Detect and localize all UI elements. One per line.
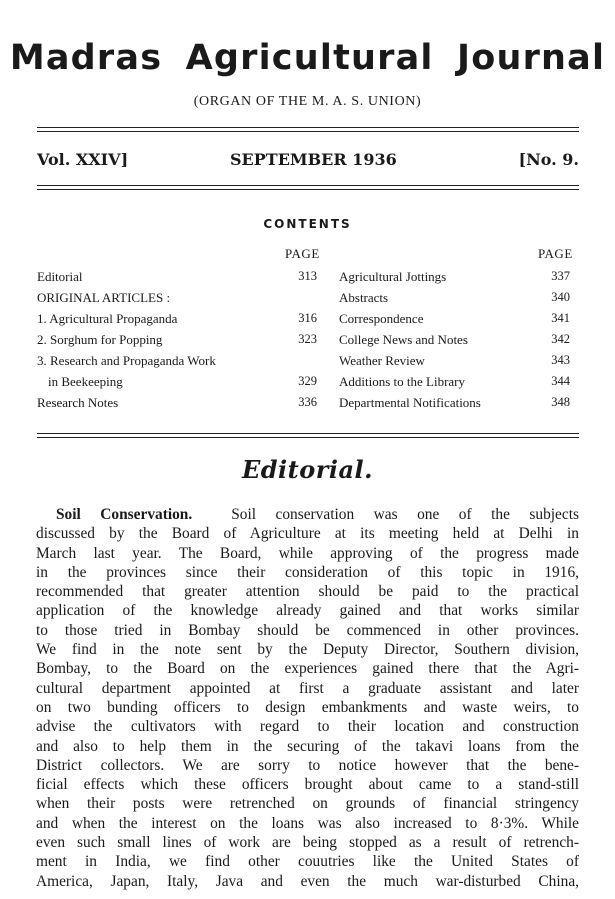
- toc-page-number: 342: [551, 332, 570, 346]
- toc-entry: Additions to the Library: [339, 374, 466, 389]
- toc-page-number: 348: [551, 395, 570, 409]
- toc-page-number: 313: [298, 269, 317, 283]
- body-line: America, Japan, Italy, Java and even the much war-disturbed China,: [36, 872, 579, 890]
- body-line: Bombay, to the Board on the experiences gained there that the Agri-: [36, 660, 579, 678]
- divider: [37, 433, 579, 434]
- editorial-body: [36, 505, 579, 891]
- journal-subtitle: (ORGAN OF THE M. A. S. UNION): [193, 94, 422, 109]
- contents-right-pages: [540, 266, 570, 413]
- toc-page-number: 341: [551, 311, 570, 325]
- body-line: District collectors. We are sorry to notice however that the bene-: [36, 756, 579, 774]
- toc-page-number: 344: [551, 374, 570, 388]
- issue-line: [37, 150, 579, 172]
- editorial-heading: Editorial.: [241, 455, 374, 484]
- toc-entry: Departmental Notifications: [339, 395, 481, 410]
- toc-page-number: 340: [551, 290, 570, 304]
- toc-entry: College News and Notes: [339, 332, 468, 347]
- issue-number: [No. 9.: [518, 150, 579, 169]
- toc-entry: in Beekeeping: [48, 374, 123, 389]
- body-line: when their posts were retrenched on grounds of financial stringency: [36, 795, 579, 813]
- body-line: March last year. The Board, while approving of the progress made: [36, 544, 579, 562]
- toc-entry: Weather Review: [339, 353, 425, 368]
- body-line: to those tried in Bombay should be commenced in other provinces.: [36, 621, 579, 639]
- toc-page-number: 343: [551, 353, 570, 367]
- body-line: ficial effects which these officers brought about came to a stand-still: [36, 776, 579, 794]
- divider: [37, 131, 579, 132]
- toc-entry: 3. Research and Propaganda Work: [37, 353, 216, 368]
- volume-label: Vol. XXIV]: [37, 150, 129, 169]
- toc-entry: ORIGINAL ARTICLES :: [37, 290, 171, 305]
- divider: [37, 189, 579, 190]
- contents-heading: CONTENTS: [263, 217, 352, 231]
- body-line: advise the cultivators with regard to their location and construction: [36, 718, 579, 736]
- contents-left-list: [37, 266, 216, 413]
- divider: [37, 185, 579, 186]
- toc-page-number: 329: [298, 374, 317, 388]
- body-line: application of the knowledge already gained and that works similar: [36, 602, 579, 620]
- toc-entry: Abstracts: [339, 290, 389, 305]
- toc-page-number: 336: [298, 395, 317, 409]
- toc-entry: Agricultural Jottings: [339, 269, 447, 284]
- body-line: We find in the note sent by the Deputy Director, Southern division,: [36, 641, 579, 659]
- body-line: cultural department appointed at first a graduate assistant and later: [36, 679, 579, 697]
- journal-title: Madras Agricultural Journal: [9, 38, 606, 78]
- body-line: discussed by the Board of Agriculture at its meeting held at Delhi in: [36, 525, 579, 543]
- toc-entry: Correspondence: [339, 311, 424, 326]
- body-line: recommended that greater attention should be paid to the practical: [36, 583, 579, 601]
- body-line: and when the interest on the loans was also increased to 8·3%. While: [36, 814, 579, 832]
- toc-page-number: 337: [551, 269, 570, 283]
- lead-heading: Soil Conservation.: [56, 506, 193, 523]
- toc-page-number: 316: [298, 311, 317, 325]
- divider: [37, 127, 579, 128]
- toc-page-number: [287, 350, 317, 371]
- body-line: ment in India, we find other couutries like the United States of: [36, 853, 579, 871]
- body-line: and also to help them in the securing of the takavi loans from the: [36, 737, 579, 755]
- toc-page-number: 323: [298, 332, 317, 346]
- divider: [37, 437, 579, 438]
- toc-page-number: [287, 287, 317, 308]
- toc-entry: Research Notes: [37, 395, 119, 410]
- body-line: Soil Conservation. Soil conservation was one of the subjects: [56, 506, 579, 523]
- body-line: even such small lines of work are being stopped as a result of retrench-: [36, 834, 579, 852]
- contents-left-pages: [287, 266, 317, 413]
- toc-entry: 2. Sorghum for Popping: [37, 332, 163, 347]
- page-column-header: PAGE: [285, 246, 320, 261]
- contents-right-list: [339, 266, 481, 413]
- issue-date: SEPTEMBER 1936: [230, 150, 397, 169]
- body-line: on two bunding officers to design embankments and waste weirs, to: [36, 698, 579, 716]
- toc-entry: Editorial: [37, 269, 83, 284]
- page-column-header: PAGE: [538, 246, 573, 261]
- body-line: in the provinces since their consideration of this topic in 1916,: [36, 563, 579, 581]
- toc-entry: 1. Agricultural Propaganda: [37, 311, 178, 326]
